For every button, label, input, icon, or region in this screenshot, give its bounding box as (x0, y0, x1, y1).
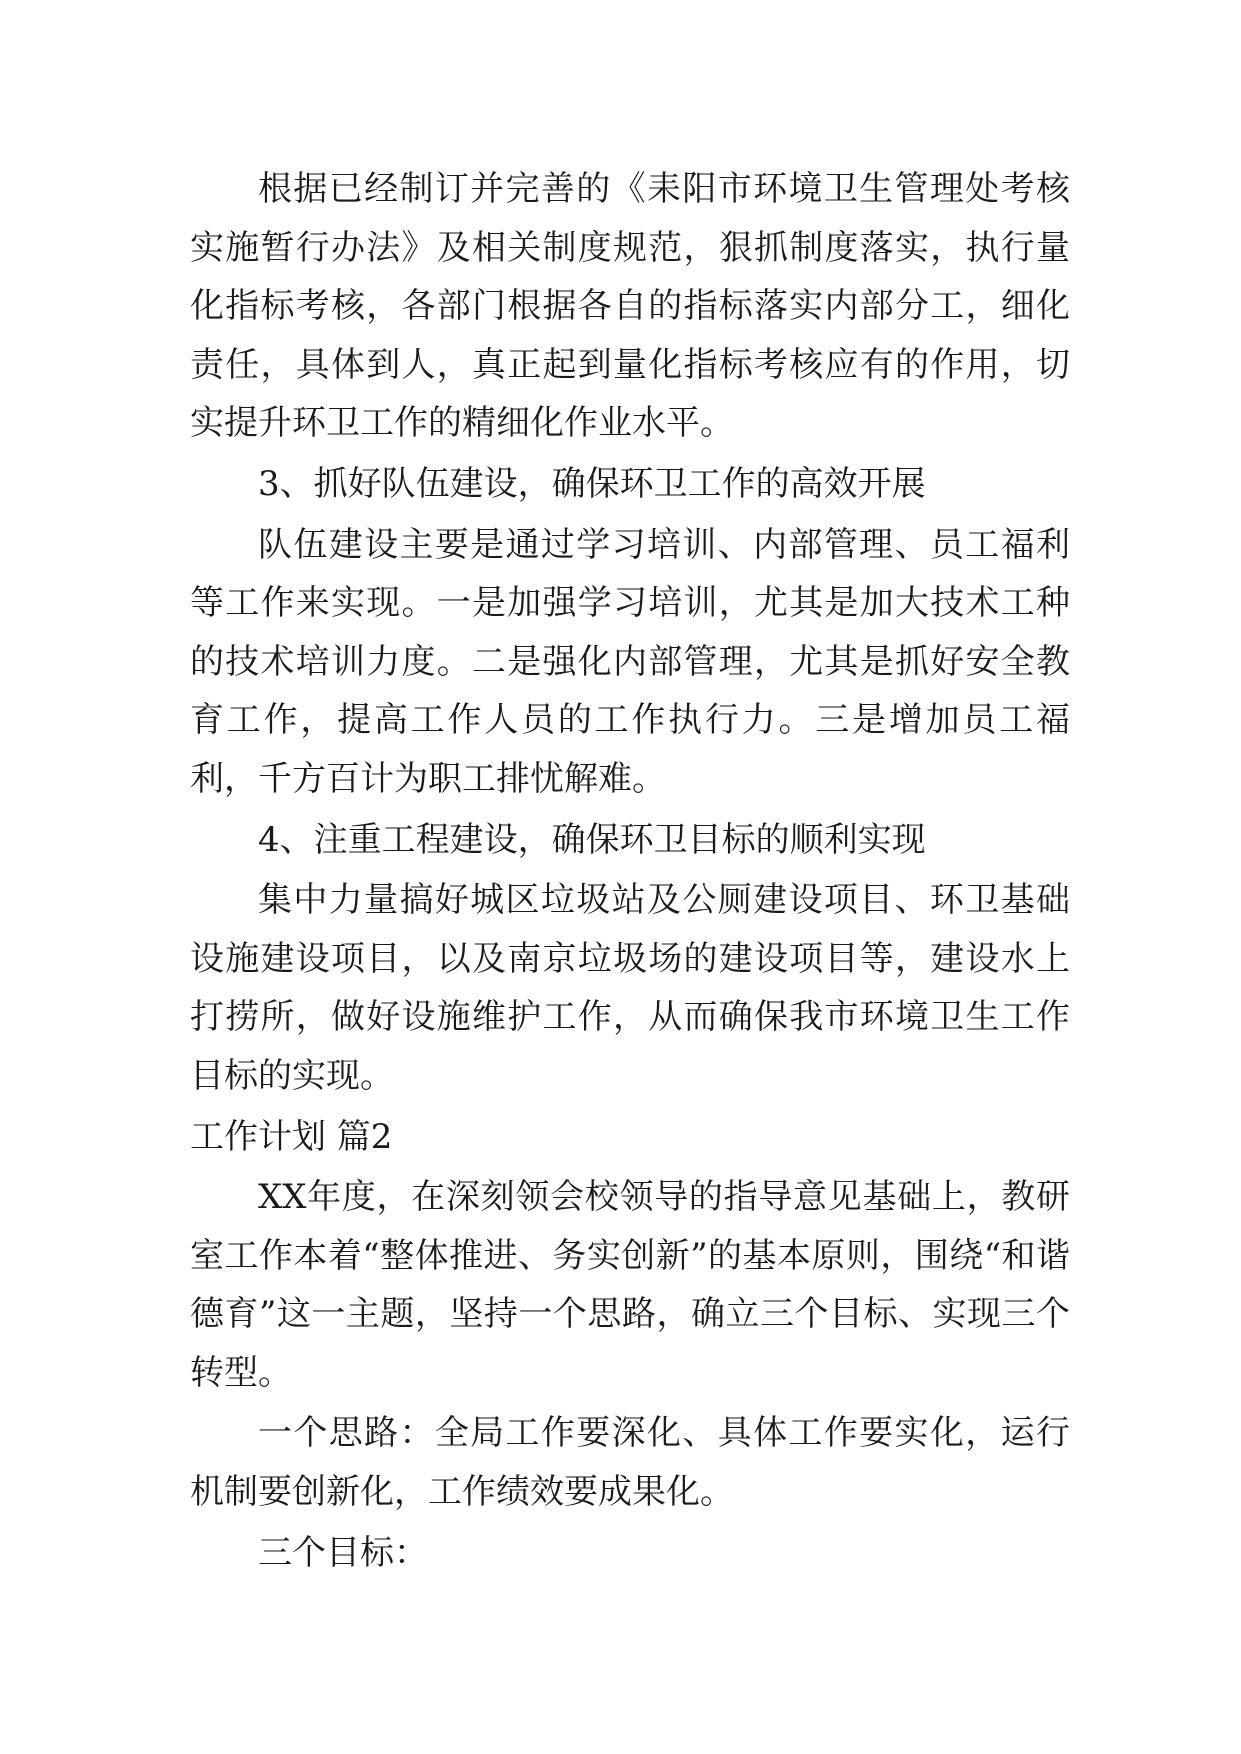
paragraph-assessment-rules: 根据已经制订并完善的《耒阳市环境卫生管理处考核实施暂行办法》及相关制度规范，狠抓制度落实，执行量化指标考核，各部门根据各自的指标落实内部分工，细化责任，具体到人，真正起到量化指标考核应有的作用，切实提升环卫工作的精细化作业水平。 (190, 169, 1070, 444)
paragraph-annual-overview: XX年度，在深刻领会校领导的指导意见基础上，教研室工作本着“整体推进、务实创新”的基本原则，围绕“和谐德育”这一主题，坚持一个思路，确立三个目标、实现三个转型。 (190, 1177, 1070, 1393)
plan-title-part-2: 工作计划 篇2 (190, 1116, 393, 1157)
section-heading-engineering: 4、注重工程建设，确保环卫目标的顺利实现 (258, 819, 926, 860)
paragraph-one-idea: 一个思路：全局工作要深化、具体工作要实化，运行机制要创新化，工作绩效要成果化。 (190, 1413, 1070, 1513)
paragraph-engineering: 集中力量搞好城区垃圾站及公厕建设项目、环卫基础设施建设项目，以及南京垃圾场的建设项目等，建设水上打捞所，做好设施维护工作，从而确保我市环境卫生工作目标的实现。 (190, 880, 1070, 1096)
paragraph-three-goals: 三个目标： (258, 1532, 428, 1573)
document-body (190, 160, 1070, 1584)
section-heading-team-building: 3、抓好队伍建设，确保环卫工作的高效开展 (258, 463, 926, 504)
paragraph-team-building: 队伍建设主要是通过学习培训、内部管理、员工福利等工作来实现。一是加强学习培训，尤其是加大技术工种的技术培训力度。二是强化内部管理，尤其是抓好安全教育工作，提高工作人员的工作执行力。三是增加员工福利，千方百计为职工排忧解难。 (190, 524, 1070, 799)
